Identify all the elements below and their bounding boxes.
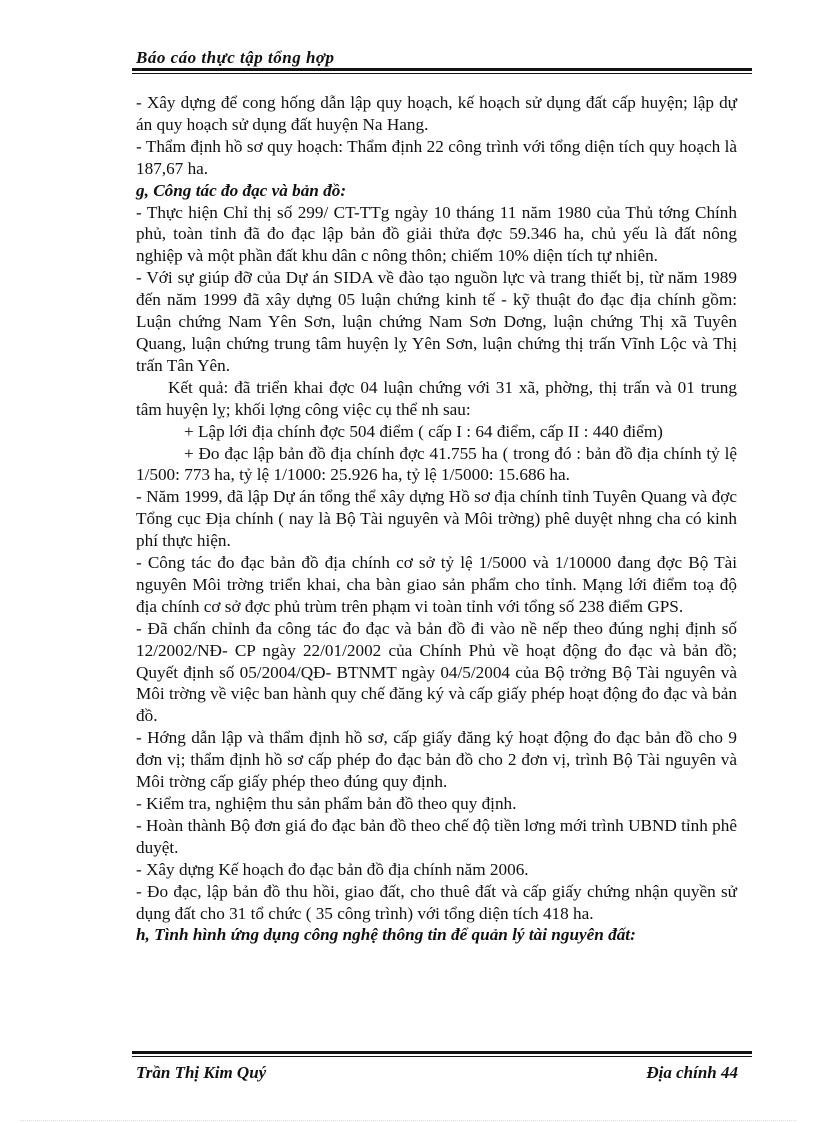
footer-rule-thick bbox=[132, 1051, 752, 1054]
paragraph: - Công tác đo đạc bản đồ địa chính cơ sở tỷ lệ 1/5000 và 1/10000 đang đợc Bộ Tài nguyên Môi trờng triển khai, cha bàn giao sản phẩm cho tỉnh. Mạng lới điểm toạ độ địa chính cơ sở đợc phủ trùm trên phạm vi toàn tỉnh với tổng số 238 điểm GPS. bbox=[136, 553, 737, 616]
footer-rule-thin bbox=[132, 1056, 752, 1057]
paragraph: - Với sự giúp đỡ của Dự án SIDA về đào tạo nguồn lực và trang thiết bị, từ năm 1989 đến năm 1999 đã xây dựng 05 luận chứng kinh tế - kỹ thuật đo đạc địa chính gồm: Luận chứng Nam Yên Sơn, luận chứng Nam Sơn Dơng, luận chứng Thị xã Tuyên Quang, luận chứng trung tâm huyện lỵ Yên Sơn, luận chứng thị trấn Vĩnh Lộc và Thị trấn Tân Yên. bbox=[136, 268, 737, 375]
paragraph: - Xây dựng Kế hoạch đo đạc bản đồ địa chính năm 2006. bbox=[136, 859, 529, 879]
section-heading-h: h, Tình hình ứng dụng công nghệ thông tin để quản lý tài nguyên đất: bbox=[136, 925, 636, 945]
footer-page-label: Địa chính 44 bbox=[646, 1063, 738, 1082]
paragraph: + Lập lới địa chính đợc 504 điểm ( cấp I : 64 điểm, cấp II : 440 điểm) bbox=[184, 421, 663, 441]
header-rule-thin bbox=[132, 73, 752, 74]
header-rule-thick bbox=[132, 68, 752, 71]
paragraph: - Hoàn thành Bộ đơn giá đo đạc bản đồ theo chế độ tiền lơng mới trình UBND tỉnh phê duyệt. bbox=[136, 815, 737, 857]
paragraph: - Hớng dẫn lập và thẩm định hồ sơ, cấp giấy đăng ký hoạt động đo đạc bản đồ cho 9 đơn vị; thẩm định hồ sơ cấp phép đo đạc bản đồ cho 2 đơn vị, trình Bộ Tài nguyên và Môi trờng cấp giấy phép theo đúng quy định. bbox=[136, 728, 737, 792]
paragraph: - Kiểm tra, nghiệm thu sản phẩm bản đồ theo quy định. bbox=[136, 794, 517, 813]
paragraph: - Năm 1999, đã lập Dự án tổng thể xây dựng Hồ sơ địa chính tỉnh Tuyên Quang và đợc Tổng cục Địa chính ( nay là Bộ Tài nguyên và Môi trờng) phê duyệt nhng cha có kinh phí thực hiện. bbox=[136, 487, 737, 551]
body-text bbox=[136, 92, 737, 946]
paragraph: Kết quả: đã triển khai đợc 04 luận chứng với 31 xã, phờng, thị trấn và 01 trung tâm huyện lỵ; khối lợng công việc cụ thể nh sau: bbox=[136, 377, 737, 419]
paragraph: - Xây dựng để cong hống dẫn lập quy hoạch, kế hoạch sử dụng đất cấp huyện; lập dự án quy hoạch sử dụng đất huyện Na Hang. bbox=[136, 93, 737, 134]
paragraph: - Đã chấn chỉnh đa công tác đo đạc và bản đồ đi vào nề nếp theo đúng nghị định số 12/2002/NĐ- CP ngày 22/01/2002 của Chính Phủ về hoạt động đo đạc và bản đồ; Quyết định số 05/2004/QĐ- BTNMT ngày 04/5/2004 của Bộ trởng Bộ Tài nguyên và Môi trờng về việc ban hành quy chế đăng ký và cấp giấy phép hoạt động đo đạc và bản đồ. bbox=[136, 618, 737, 726]
page-bottom-divider bbox=[20, 1120, 796, 1121]
section-heading-g: g, Công tác đo đạc và bản đồ: bbox=[136, 180, 347, 200]
paragraph: - Thẩm định hồ sơ quy hoạch: Thẩm định 22 công trình với tổng diện tích quy hoạch là 187,67 ha. bbox=[136, 136, 737, 178]
paragraph: + Đo đạc lập bản đồ địa chính đợc 41.755 ha ( trong đó : bản đồ địa chính tỷ lệ 1/500: 773 ha, tỷ lệ 1/1000: 25.926 ha, tỷ lệ 1/5000: 15.686 ha. bbox=[136, 443, 737, 485]
paragraph: - Thực hiện Chỉ thị số 299/ CT-TTg ngày 10 tháng 11 năm 1980 của Thủ tớng Chính phủ, toàn tỉnh đã đo đạc lập bản đồ giải thửa đợc 59.346 ha, chủ yếu là đất nông nghiệp và một phần đất khu dân c nông thôn; chiếm 10% diện tích tự nhiên. bbox=[136, 202, 737, 266]
header-title: Báo cáo thực tập tổng hợp bbox=[136, 48, 335, 67]
page-header bbox=[132, 48, 752, 68]
footer-author: Trần Thị Kim Quý bbox=[136, 1063, 267, 1082]
paragraph: - Đo đạc, lập bản đồ thu hồi, giao đất, cho thuê đất và cấp giấy chứng nhận quyền sử dụng đất cho 31 tổ chức ( 35 công trình) với tổng diện tích 418 ha. bbox=[136, 881, 737, 923]
